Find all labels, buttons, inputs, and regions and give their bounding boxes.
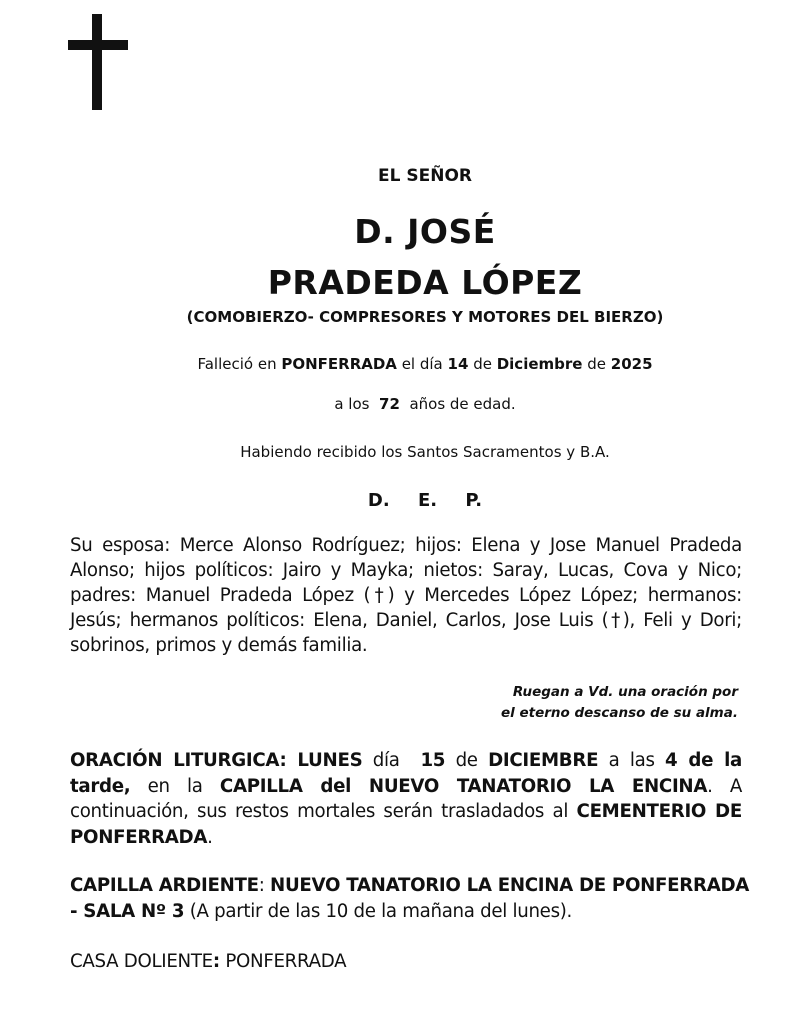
family-paragraph: Su esposa: Merce Alonso Rodríguez; hijos: Elena y Jose Manuel Pradeda Alonso; hijos políticos: Jairo y Mayka; nietos: Saray, Lucas, Cova y Nico; padres: Manuel Pradeda López (†) y Mercedes López López; hermanos: Jesús; hermanos políticos: Elena, Daniel, Carlos, Jose Luis (†), Feli y Dori; sobrinos, primos y demás familia. (70, 535, 742, 656)
title-label: EL SEÑOR (378, 166, 472, 186)
chapel-paragraph: CAPILLA ARDIENTE: NUEVO TANATORIO LA ENCINA DE PONFERRADA - SALA Nº 3 (A partir de las 10 de la mañana del lunes). (70, 875, 750, 922)
ceremony-paragraph: ORACIÓN LITURGICA: LUNES día 15 de DICIEMBRE a las 4 de la tarde, en la CAPILLA del NUEVO TANATORIO LA ENCINA. A continuación, sus restos mortales serán trasladados al CEMENTERIO DE PONFERRADA. (70, 750, 743, 848)
cross-icon (68, 14, 128, 110)
company-line: (COMOBIERZO- COMPRESORES Y MOTORES DEL BIERZO) (186, 308, 664, 326)
house-line: CASA DOLIENTE: PONFERRADA (70, 951, 347, 972)
prayer-note (338, 682, 738, 724)
death-line: Falleció en PONFERRADA el día 14 de Diciembre de 2025 (197, 355, 653, 373)
prayer-line-1: Ruegan a Vd. una oración por (512, 684, 738, 700)
name-line-2: PRADEDA LÓPEZ (267, 263, 583, 302)
age-line: a los 72 años de edad. (334, 395, 516, 413)
sacraments-line: Habiendo recibido los Santos Sacramentos y B.A. (240, 443, 610, 461)
dep-line: D. E. P. (367, 490, 483, 511)
name-line-1: D. JOSÉ (354, 212, 496, 251)
prayer-line-2: el eterno descanso de su alma. (501, 705, 738, 721)
